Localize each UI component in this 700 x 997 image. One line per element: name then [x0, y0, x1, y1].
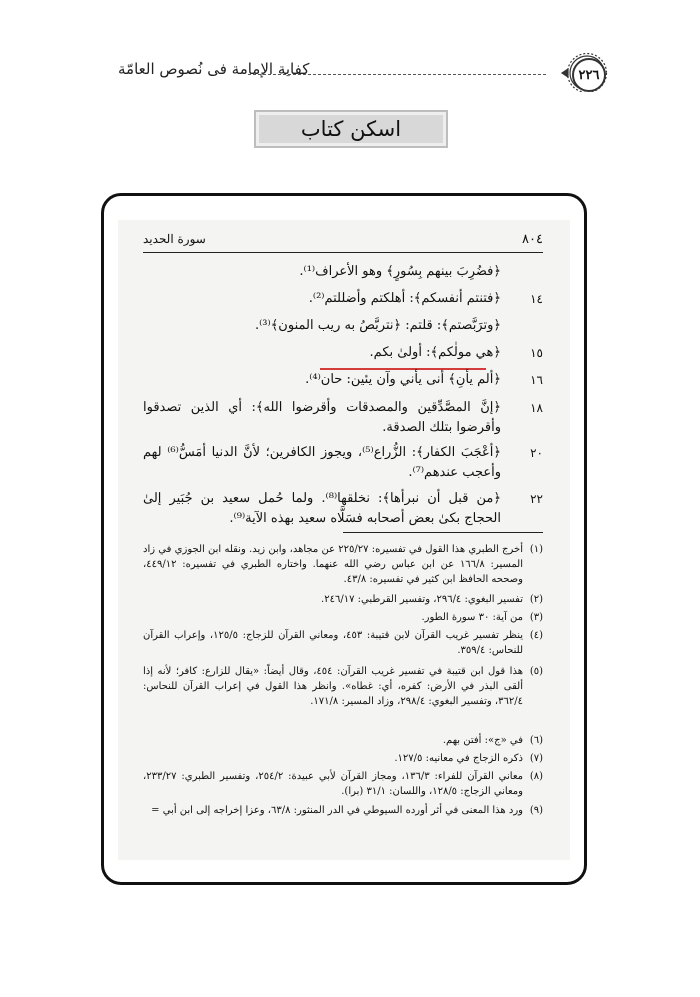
- verse-text: ﴿فتنتم أنفسكم﴾: أهلكتم وأضللتم⁽²⁾.: [308, 291, 501, 306]
- verse-text: ﴿وترَبَّصتم﴾: قلتم: ﴿نتربَّصُ به ريب المنون﴾⁽³⁾.: [254, 318, 501, 333]
- verse-text: ﴿هي مولٰكم﴾: أولىٰ بكم.: [369, 345, 501, 360]
- footnote-number: (٩): [529, 805, 543, 816]
- footnote-number: (٤): [529, 630, 543, 641]
- verse-number: ١٨: [530, 401, 543, 415]
- verse-number: ١٦: [530, 373, 543, 387]
- footnote-text: في «ج»: أفتن بهم.: [442, 735, 523, 746]
- banner-title: اسكن كتاب: [256, 112, 446, 146]
- sura-name: سورة الحديد: [143, 232, 206, 246]
- footnote-number: (٧): [529, 753, 543, 764]
- footnote-number: (٨): [529, 771, 543, 782]
- verse-text: ﴿فضُرِبَ بينهم بِسُورٍ﴾ وهو الأعراف⁽¹⁾.: [299, 264, 501, 279]
- scan-header: [143, 232, 543, 250]
- verse-number: ١٥: [530, 346, 543, 360]
- footnote-number: (١): [529, 544, 543, 555]
- verse-text: ﴿أعْجَبَ الكفار﴾: الزُّراع⁽⁵⁾، ويجوز الكافرين؛ لأنَّ الدنيا أمَسُّ⁽⁶⁾ لهم وأعجب عندهم⁽⁷⁾.: [143, 445, 502, 480]
- verse-text: ﴿من قبل أن نبرأها﴾: نخلقها⁽⁸⁾. ولما حُمل سعيد بن جُبَير إلىٰ الحجاج بكىٰ بعض أصحابه فسَلَّاه سعيد بهذه الآية⁽⁹⁾.: [143, 491, 501, 526]
- book-title: كفاية الإمامة فى نُصوص العامّة: [118, 60, 310, 78]
- footnote-number: (٥): [529, 666, 543, 677]
- scan-header-rule: [143, 252, 543, 253]
- footnote-number: (٦): [529, 735, 543, 746]
- scan-page-number: ٨٠٤: [522, 232, 543, 247]
- footnote-text: أخرج الطبري هذا القول في تفسيره: ٢٢٥/٢٧ عن مجاهد، وابن زيد. ونقله ابن الجوزي في زاد المسير: ١٦٦/٨ عن ابن عباس رضي الله عنهما. واختاره الطبري في تفسيره: ٤٤٩/١٢، وصححه الحافظ ابن كثير في تفسيره: ٤٣/٨.: [143, 544, 523, 585]
- footnote-text: تفسير البغوي: ٢٩٦/٤، وتفسير القرطبي: ٢٤٦/١٧.: [321, 594, 523, 605]
- footnote-text: ينظر تفسير غريب القرآن لابن قتيبة: ٤٥٣، ومعاني القرآن للزجاج: ١٢٥/٥، وإعراب القرآن للنحاس: ٣٥٩/٤.: [143, 630, 523, 656]
- footnote-text: هذا قول ابن قتيبة في تفسير غريب القرآن: ٤٥٤، وقال أيضاً: «يقال للزارع: كافر؛ لأنه إذا ألقى البذر في الأرض: كفره، أي: غطاه». وانظر هذا القول في إعراب القرآن للنحاس: ٣٦٢/٤، وتفسير البغوي: ٢٩٨/٤، وزاد المسير: ١٧١/٨.: [143, 666, 523, 707]
- verse-number: ١٤: [530, 292, 543, 306]
- verse-number: ٢٠: [530, 446, 543, 460]
- footnote-text: من آية: ٣٠ سورة الطور.: [421, 612, 523, 623]
- page-number: ٢٢٦: [572, 58, 606, 92]
- footnote-text: معاني القرآن للفراء: ١٣٦/٣، ومجاز القرآن لأبي عبيدة: ٢٥٤/٢، وتفسير الطبري: ٢٣٣/٢٧، ومعاني الزجاج: ١٢٨/٥، واللسان: ٣١/١ (برا).: [143, 771, 523, 797]
- verse-text: ﴿ألم يأنِ﴾ أنى يأني وآن يئين: حان⁽⁴⁾.: [305, 372, 501, 387]
- verse-text: ﴿إنَّ المصَّدِّقين والمصدقات وأقرضوا الله﴾: أي الذين تصدقوا وأقرضوا بتلك الصدقة.: [143, 400, 501, 435]
- page-header: [0, 0, 700, 110]
- header-divider: [248, 74, 546, 75]
- footnote-number: (٢): [529, 594, 543, 605]
- footnote-text: ذكره الزجاج في معانيه: ١٢٧/٥.: [394, 753, 523, 764]
- footnote-rule: [343, 532, 543, 533]
- footnote-number: (٣): [529, 612, 543, 623]
- footnote-text: ورد هذا المعنى في أثر أورده السيوطي في الدر المنثور: ٦٣/٨، وعزا إخراجه إلى ابن أبي =: [151, 805, 523, 816]
- verse-number: ٢٢: [530, 492, 543, 506]
